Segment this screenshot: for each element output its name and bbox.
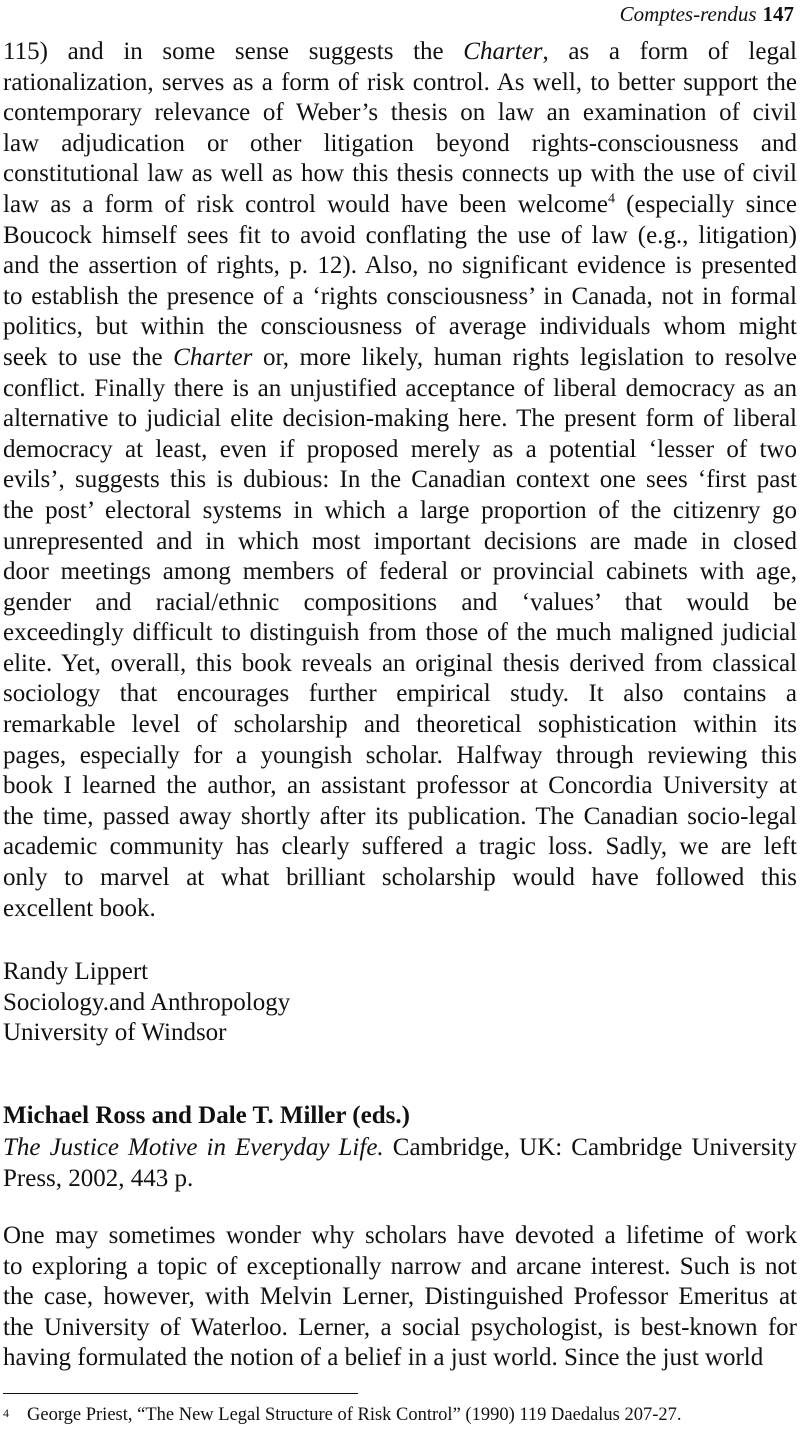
review-body-line: democracy at least, even if proposed merely as a potential ‘lesser of two: [3, 435, 797, 463]
review-body-line: unrepresented and in which most important decisions are made in closed: [3, 527, 797, 555]
review-body-line: academic community has clearly suffered a tragic loss. Sadly, we are left: [3, 833, 797, 861]
running-header: [620, 2, 794, 26]
footnote-reference[interactable]: 4: [607, 191, 615, 207]
review-body-line: door meetings among members of federal or provincial cabinets with age,: [3, 558, 797, 586]
review-body-line: law as a form of risk control would have been welcome$^4$ (especially since: [3, 190, 797, 218]
review-body-line: excellent book.: [3, 894, 156, 922]
review-body-line: book I learned the author, an assistant professor at Concordia University at: [3, 772, 797, 800]
section-title: Comptes-rendus: [619, 2, 757, 26]
citation-publication-info: Press, 2002, 443 p.: [3, 1164, 194, 1192]
reviewer-name: Randy Lippert: [3, 958, 149, 985]
page-number: 147: [762, 2, 794, 26]
reviewer-department: Sociology.and Anthropology: [3, 988, 291, 1016]
review-body-line: sociology that encourages further empirical study. It also contains a: [3, 680, 797, 708]
footnote-number: 4: [3, 1406, 9, 1420]
review-body-line: conflict. Finally there is an unjustified acceptance of liberal democracy as an: [3, 374, 797, 402]
footnote-rule: [3, 1393, 358, 1394]
review-body-line: gender and racial/ethnic compositions and ‘values’ that would be: [3, 588, 797, 616]
review-body-line: evils’, suggests this is dubious: In the Canadian context one sees ‘first past: [3, 466, 797, 494]
review-opening-line: having formulated the notion of a belief in a just world. Since the just world: [3, 1344, 764, 1372]
italic-title: Charter: [173, 343, 253, 371]
book-citation: [3, 1133, 797, 1194]
review-body-line: to establish the presence of a ‘rights consciousness’ in Canada, not in formal: [3, 282, 797, 310]
review-body-line: politics, but within the consciousness of average individuals whom might: [3, 313, 797, 341]
review-body-line: pages, especially for a youngish scholar. Halfway through reviewing this: [3, 741, 797, 769]
footnote-text: George Priest, “The New Legal Structure of Risk Control” (1990) 119 Daedalus 207-27.: [27, 1405, 682, 1425]
review-opening-line: the University of Waterloo. Lerner, a social psychologist, is best-known for: [3, 1313, 797, 1341]
review-body-paragraph: [3, 37, 797, 924]
citation-publisher: Cambridge, UK: Cambridge University: [383, 1134, 798, 1161]
review-body-line: Boucock himself sees fit to avoid conflating the use of law (e.g., litigation): [3, 221, 797, 249]
review-body-line: only to marvel at what brilliant scholarship would have followed this: [3, 864, 797, 892]
reviewer-signature: [3, 957, 797, 1049]
review-body-line: alternative to judicial elite decision-making here. The present form of liberal: [3, 405, 797, 433]
review-body-line: rationalization, serves as a form of risk control. As well, to better support the: [3, 68, 797, 96]
review-body-line: and the assertion of rights, p. 12). Also, no significant evidence is presented: [3, 252, 797, 280]
review-body-line: elite. Yet, overall, this book reveals an original thesis derived from classical: [3, 649, 797, 677]
italic-title: Charter: [463, 38, 543, 65]
book-title: The Justice Motive in Everyday Life.: [3, 1134, 384, 1161]
review-body-line: the time, passed away shortly after its publication. The Canadian socio-legal: [3, 802, 797, 830]
review-body-line: constitutional law as well as how this thesis connects up with the use of civil: [3, 160, 797, 188]
reviewer-university: University of Windsor: [3, 1019, 227, 1047]
review-body-line: seek to use the Charter or, more likely, human rights legislation to resolve: [3, 343, 798, 371]
review-opening-line: the case, however, with Melvin Lerner, Distinguished Professor Emeritus at: [3, 1283, 797, 1311]
review-body-line: 115) and in some sense suggests the Charter, as a form of legal: [3, 38, 797, 65]
review-body-line: exceedingly difficult to distinguish from those of the much maligned judicial: [3, 619, 797, 647]
review-body-line: the post’ electoral systems in which a large proportion of the citizenry go: [3, 496, 797, 524]
review-body-line: remarkable level of scholarship and theoretical sophistication within its: [3, 711, 797, 739]
footnote: [3, 1403, 682, 1427]
review-body-line: law adjudication or other litigation beyond rights-consciousness and: [3, 129, 797, 157]
review-opening-line: One may sometimes wonder why scholars have devoted a lifetime of work: [3, 1222, 797, 1249]
review-opening-paragraph: [3, 1221, 797, 1374]
review-book-authors: Michael Ross and Dale T. Miller (eds.): [3, 1102, 410, 1129]
review-body-line: contemporary relevance of Weber’s thesis on law an examination of civil: [3, 99, 797, 127]
review-opening-line: to exploring a topic of exceptionally narrow and arcane interest. Such is not: [3, 1252, 797, 1280]
